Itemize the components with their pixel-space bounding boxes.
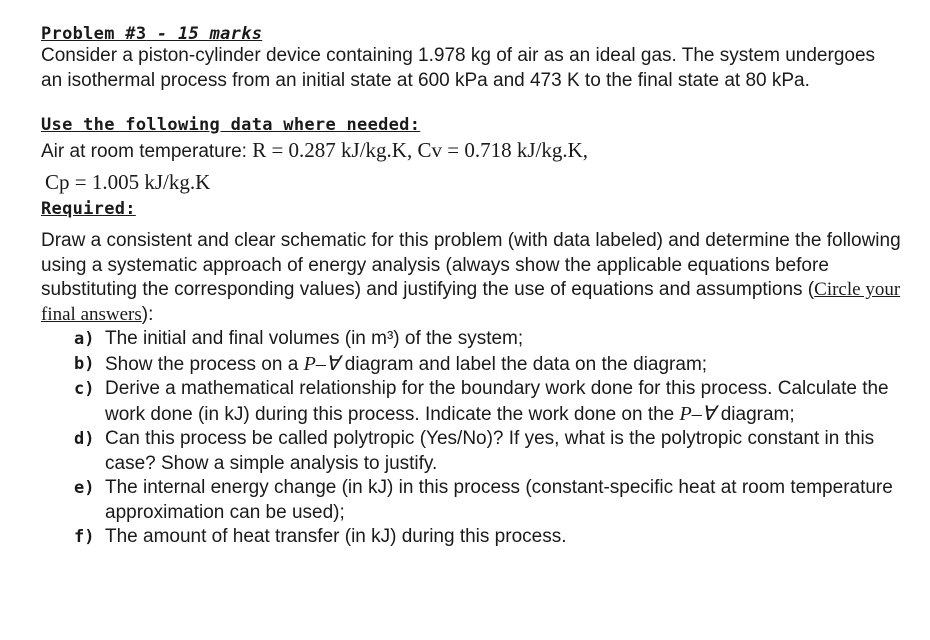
data-row-1 [41, 135, 901, 167]
list-item [41, 352, 901, 378]
item-text: The internal energy change (in kJ) in this process (constant-specific heat at room temperature approximation can be used); [105, 477, 893, 523]
item-text: Show the process on a [105, 353, 304, 375]
list-item [41, 427, 901, 476]
list-item [41, 327, 901, 352]
item-label: c) [74, 379, 95, 399]
item-text: Can this process be called polytropic (Yes/No)? If yes, what is the polytropic constant in this case? Show a simple analysis to justify. [105, 428, 875, 474]
item-label: e) [74, 478, 95, 498]
required-heading: Required: [41, 199, 136, 219]
item-text-end: diagram and label the data on the diagram; [339, 353, 708, 375]
list-item [41, 377, 901, 427]
list-item [41, 476, 901, 525]
intro-text: Draw a consistent and clear schematic for this problem (with data labeled) and determine the following using a systematic approach of energy analysis (always show the applicable equations before substituting the corresponding values) and justifying the use of equations and assumptions ( [41, 230, 901, 300]
problem-title: Problem #3 [41, 24, 147, 44]
required-items [41, 327, 901, 550]
gas-constant: R = 0.287 kJ/kg.K, [252, 138, 413, 162]
data-prefix: Air at room temperature: [41, 141, 247, 162]
item-text: The amount of heat transfer (in kJ) during this process. [105, 526, 567, 547]
circle-note: Circle your final answers [41, 279, 901, 325]
pv-symbol: P–∀ [303, 352, 340, 375]
data-row-2 [41, 167, 901, 199]
problem-document [41, 24, 901, 550]
list-item [41, 525, 901, 550]
item-label: b) [74, 353, 95, 374]
item-text: Derive a mathematical relationship for the boundary work done for this process. Calculate the work done (in kJ) during this process. Indicate the work done on the [105, 378, 889, 425]
problem-statement: Consider a piston-cylinder device containing 1.978 kg of air as an ideal gas. The system undergoes an isothermal process from an initial state at 600 kPa and 473 K to the final state at 80 kPa. [41, 45, 876, 91]
item-text: The initial and final volumes (in m³) of the system; [105, 328, 524, 349]
item-label: a) [74, 329, 95, 349]
data-heading: Use the following data where needed: [41, 115, 421, 135]
intro-end: ): [141, 303, 154, 325]
item-label: f) [74, 527, 95, 547]
cp-value: Cp = 1.005 kJ/kg.K [45, 170, 211, 194]
item-label: d) [74, 429, 95, 449]
problem-marks: - 15 marks [146, 24, 263, 44]
required-intro [41, 229, 901, 327]
item-text-end: diagram; [715, 403, 795, 425]
problem-heading [41, 24, 901, 44]
cv-value: Cv = 0.718 kJ/kg.K, [417, 138, 589, 162]
pv-symbol: P–∀ [679, 402, 716, 425]
